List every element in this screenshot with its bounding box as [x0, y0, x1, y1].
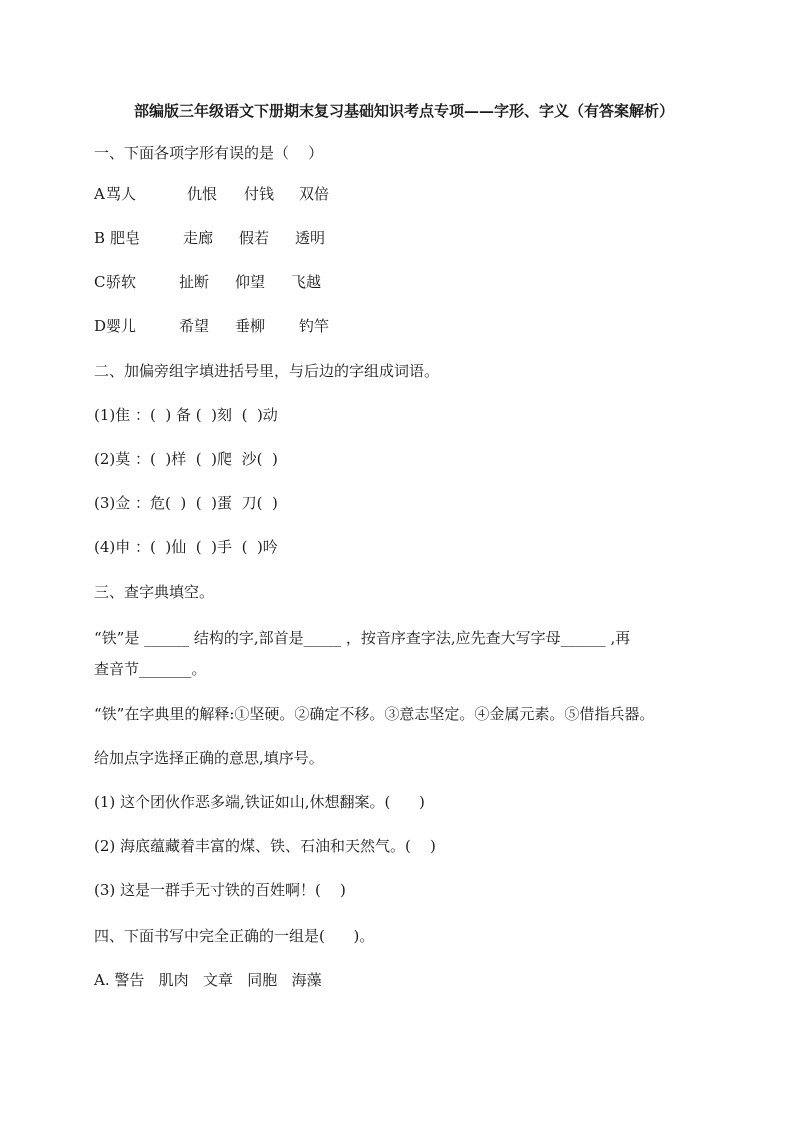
q1-option-d-word: 希望 [179, 317, 210, 335]
q1-option-d-word: 垂柳 [235, 317, 266, 335]
q1-option-b-label: B [94, 229, 106, 247]
q1-option-a-label: A [94, 185, 105, 203]
q3-item: (2) 海底蕴藏着丰富的煤、铁、石油和天然气。( ) [94, 837, 436, 855]
q1-option-c-word: 扯断 [179, 273, 210, 291]
q1-option-b-word: 假若 [239, 229, 270, 247]
q1-option-b-word: 透明 [295, 229, 326, 247]
page-title: 部编版三年级语文下册期末复习基础知识考点专项——字形、字义（有答案解析） [134, 102, 675, 120]
q1-option-c-word: 飞越 [291, 273, 322, 291]
q2-prompt: 二、加偏旁组字填进括号里，与后边的字组成词语。 [94, 362, 440, 380]
q1-option-a-word: 骂人 [106, 185, 137, 203]
q1-option-b-word: 肥皂 [110, 229, 141, 247]
q4-option-a: A. 警告 肌肉 文章 同胞 海藻 [94, 971, 322, 989]
q1-option-a-word: 双倍 [299, 185, 330, 203]
q1-option-c-word: 骄软 [106, 273, 137, 291]
q3-item: (3) 这是一群手无寸铁的百姓啊！( ) [94, 881, 346, 899]
q1-option-b-word: 走廊 [183, 229, 214, 247]
q1-option-c-word: 仰望 [235, 273, 266, 291]
q2-item: (3)佥 ：危( ) ( )蛋 刀( ) [94, 494, 278, 512]
q1-option-d-word: 钓竿 [299, 317, 330, 335]
q3-prompt: 三、查字典填空。 [94, 583, 215, 601]
q2-item: (2)莫 ：( )样 ( )爬 沙( ) [94, 450, 278, 468]
q1-prompt: 一、下面各项字形有误的是（ ） [94, 144, 324, 162]
q1-option-a-word: 付钱 [244, 185, 275, 203]
q3-instruction: 给加点字选择正确的意思,填序号。 [94, 749, 324, 767]
q4-prompt: 四、下面书写中完全正确的一组是( )。 [94, 927, 375, 945]
q3-fill-line-1: “铁”是 ______ 结构的字,部首是_____ ，按音序查字法,应先查大写字母______ ,再 [94, 629, 631, 647]
q1-option-c-label: C [94, 273, 106, 291]
q3-definition: “铁”在字典里的解释:①坚硬。②确定不移。③意志坚定。④金属元素。⑤借指兵器。 [94, 705, 655, 723]
q3-item: (1) 这个团伙作恶多端,铁证如山,休想翻案。( ) [94, 793, 425, 811]
q1-option-d-label: D [94, 317, 107, 335]
q3-fill-line-2: 查音节_______。 [94, 660, 207, 678]
q2-item: (4)申 ：( )仙 ( )手 ( )吟 [94, 538, 278, 556]
q1-option-a-word: 仇恨 [187, 185, 218, 203]
q1-option-d-word: 婴儿 [106, 317, 137, 335]
q2-item: (1)隹 ：( ) 备 ( )刻 ( )动 [94, 406, 278, 424]
